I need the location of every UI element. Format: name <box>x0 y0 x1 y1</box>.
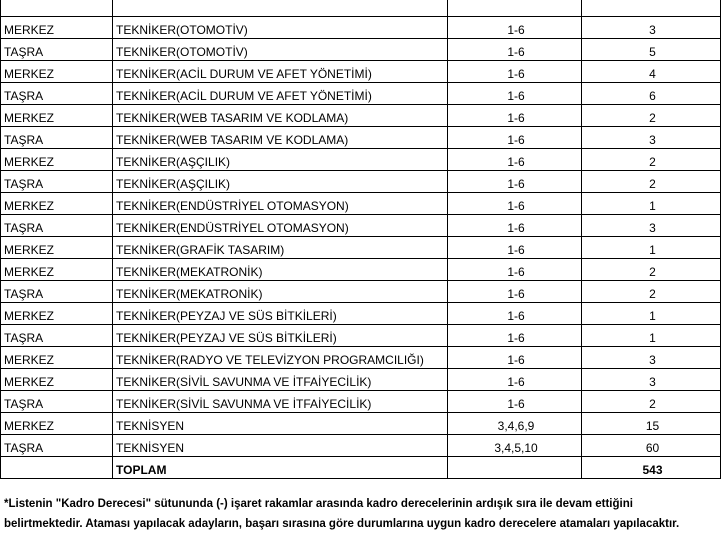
unit-cell: MERKEZ <box>1 105 113 127</box>
footnote-line-2: belirtmektedir. Ataması yapılacak adayların, başarı sırasına göre durumlarına uygun kadro derecelere atamaları yapılacaktır. <box>4 518 680 530</box>
count-cell: 2 <box>582 105 721 127</box>
title-cell: TEKNİKER(AŞÇILIK) <box>113 149 448 171</box>
title-cell: TEKNİKER(WEB TASARIM VE KODLAMA) <box>113 127 448 149</box>
table-row <box>1 171 721 193</box>
count-cell: 1 <box>582 237 721 259</box>
unit-cell: TAŞRA <box>1 83 113 105</box>
title-cell: TEKNİKER(RADYO VE TELEVİZYON PROGRAMCILIĞI) <box>113 347 448 369</box>
table-row <box>1 281 721 303</box>
unit-cell: MERKEZ <box>1 17 113 39</box>
unit-cell: TAŞRA <box>1 281 113 303</box>
table-row <box>1 391 721 413</box>
total-row <box>1 457 721 479</box>
table-row <box>1 259 721 281</box>
title-cell: TEKNİKER(SİVİL SAVUNMA VE İTFAİYECİLİK) <box>113 369 448 391</box>
title-cell: TEKNİSYEN <box>113 435 448 457</box>
table-row <box>1 39 721 61</box>
title-cell: TEKNİSYEN <box>113 413 448 435</box>
table-row <box>1 435 721 457</box>
count-cell: 1 <box>582 303 721 325</box>
count-cell: 2 <box>582 259 721 281</box>
title-cell: TEKNİKER(OTOMOTİV) <box>113 39 448 61</box>
table-row <box>1 127 721 149</box>
grade-cell: 1-6 <box>448 105 582 127</box>
grade-cell: 3,4,6,9 <box>448 413 582 435</box>
unit-cell: MERKEZ <box>1 237 113 259</box>
unit-cell: TAŞRA <box>1 127 113 149</box>
title-cell <box>113 0 448 17</box>
total-unit-cell <box>1 457 113 479</box>
grade-cell: 1-6 <box>448 127 582 149</box>
count-cell: 3 <box>582 347 721 369</box>
table-row <box>1 303 721 325</box>
table-row <box>1 193 721 215</box>
table-row <box>1 325 721 347</box>
table-row <box>1 369 721 391</box>
count-cell: 2 <box>582 171 721 193</box>
count-cell: 2 <box>582 391 721 413</box>
grade-cell: 1-6 <box>448 39 582 61</box>
grade-cell: 3,4,5,10 <box>448 435 582 457</box>
unit-cell: TAŞRA <box>1 171 113 193</box>
table-row <box>1 17 721 39</box>
table-row <box>1 237 721 259</box>
count-cell: 60 <box>582 435 721 457</box>
title-cell: TEKNİKER(ACİL DURUM VE AFET YÖNETİMİ) <box>113 83 448 105</box>
count-cell: 1 <box>582 193 721 215</box>
title-cell: TEKNİKER(MEKATRONİK) <box>113 259 448 281</box>
title-cell: TEKNİKER(WEB TASARIM VE KODLAMA) <box>113 105 448 127</box>
table-row <box>1 215 721 237</box>
title-cell: TEKNİKER(SİVİL SAVUNMA VE İTFAİYECİLİK) <box>113 391 448 413</box>
unit-cell: TAŞRA <box>1 391 113 413</box>
grade-cell: 1-6 <box>448 17 582 39</box>
count-cell: 4 <box>582 61 721 83</box>
title-cell: TEKNİKER(ENDÜSTRİYEL OTOMASYON) <box>113 193 448 215</box>
unit-cell: MERKEZ <box>1 303 113 325</box>
table-row <box>1 105 721 127</box>
count-cell: 3 <box>582 215 721 237</box>
grade-cell: 1-6 <box>448 325 582 347</box>
grade-cell: 1-6 <box>448 215 582 237</box>
table-row <box>1 347 721 369</box>
grade-cell: 1-6 <box>448 237 582 259</box>
grade-cell: 1-6 <box>448 83 582 105</box>
unit-cell: TAŞRA <box>1 39 113 61</box>
title-cell: TEKNİKER(MEKATRONİK) <box>113 281 448 303</box>
grade-cell: 1-6 <box>448 281 582 303</box>
unit-cell: MERKEZ <box>1 413 113 435</box>
table-row <box>1 0 721 17</box>
total-count: 543 <box>582 457 721 479</box>
unit-cell: MERKEZ <box>1 61 113 83</box>
count-cell: 6 <box>582 83 721 105</box>
title-cell: TEKNİKER(OTOMOTİV) <box>113 17 448 39</box>
total-label: TOPLAM <box>113 457 448 479</box>
grade-cell: 1-6 <box>448 61 582 83</box>
unit-cell <box>1 0 113 17</box>
count-cell: 5 <box>582 39 721 61</box>
title-cell: TEKNİKER(PEYZAJ VE SÜS BİTKİLERİ) <box>113 303 448 325</box>
title-cell: TEKNİKER(ACİL DURUM VE AFET YÖNETİMİ) <box>113 61 448 83</box>
count-cell: 3 <box>582 17 721 39</box>
count-cell: 2 <box>582 149 721 171</box>
footnote <box>4 494 722 534</box>
table-row <box>1 61 721 83</box>
title-cell: TEKNİKER(AŞÇILIK) <box>113 171 448 193</box>
count-cell: 3 <box>582 127 721 149</box>
grade-cell: 1-6 <box>448 149 582 171</box>
grade-cell: 1-6 <box>448 347 582 369</box>
count-cell: 1 <box>582 325 721 347</box>
count-cell: 15 <box>582 413 721 435</box>
total-grade-cell <box>448 457 582 479</box>
unit-cell: MERKEZ <box>1 259 113 281</box>
unit-cell: MERKEZ <box>1 193 113 215</box>
title-cell: TEKNİKER(GRAFİK TASARIM) <box>113 237 448 259</box>
unit-cell: TAŞRA <box>1 215 113 237</box>
grade-cell: 1-6 <box>448 259 582 281</box>
grade-cell <box>448 0 582 17</box>
unit-cell: TAŞRA <box>1 435 113 457</box>
table-row <box>1 149 721 171</box>
count-cell: 2 <box>582 281 721 303</box>
table-row <box>1 413 721 435</box>
table-row <box>1 83 721 105</box>
grade-cell: 1-6 <box>448 193 582 215</box>
unit-cell: MERKEZ <box>1 149 113 171</box>
grade-cell: 1-6 <box>448 303 582 325</box>
footnote-line-1: *Listenin "Kadro Derecesi" sütununda (-) işaret rakamlar arasında kadro derecelerinin ardışık sıra ile devam ettiğini <box>4 498 633 510</box>
grade-cell: 1-6 <box>448 369 582 391</box>
title-cell: TEKNİKER(PEYZAJ VE SÜS BİTKİLERİ) <box>113 325 448 347</box>
kadro-table-body <box>1 0 721 457</box>
unit-cell: TAŞRA <box>1 325 113 347</box>
unit-cell: MERKEZ <box>1 369 113 391</box>
count-cell: 3 <box>582 369 721 391</box>
grade-cell: 1-6 <box>448 171 582 193</box>
title-cell: TEKNİKER(ENDÜSTRİYEL OTOMASYON) <box>113 215 448 237</box>
count-cell <box>582 0 721 17</box>
unit-cell: MERKEZ <box>1 347 113 369</box>
grade-cell: 1-6 <box>448 391 582 413</box>
